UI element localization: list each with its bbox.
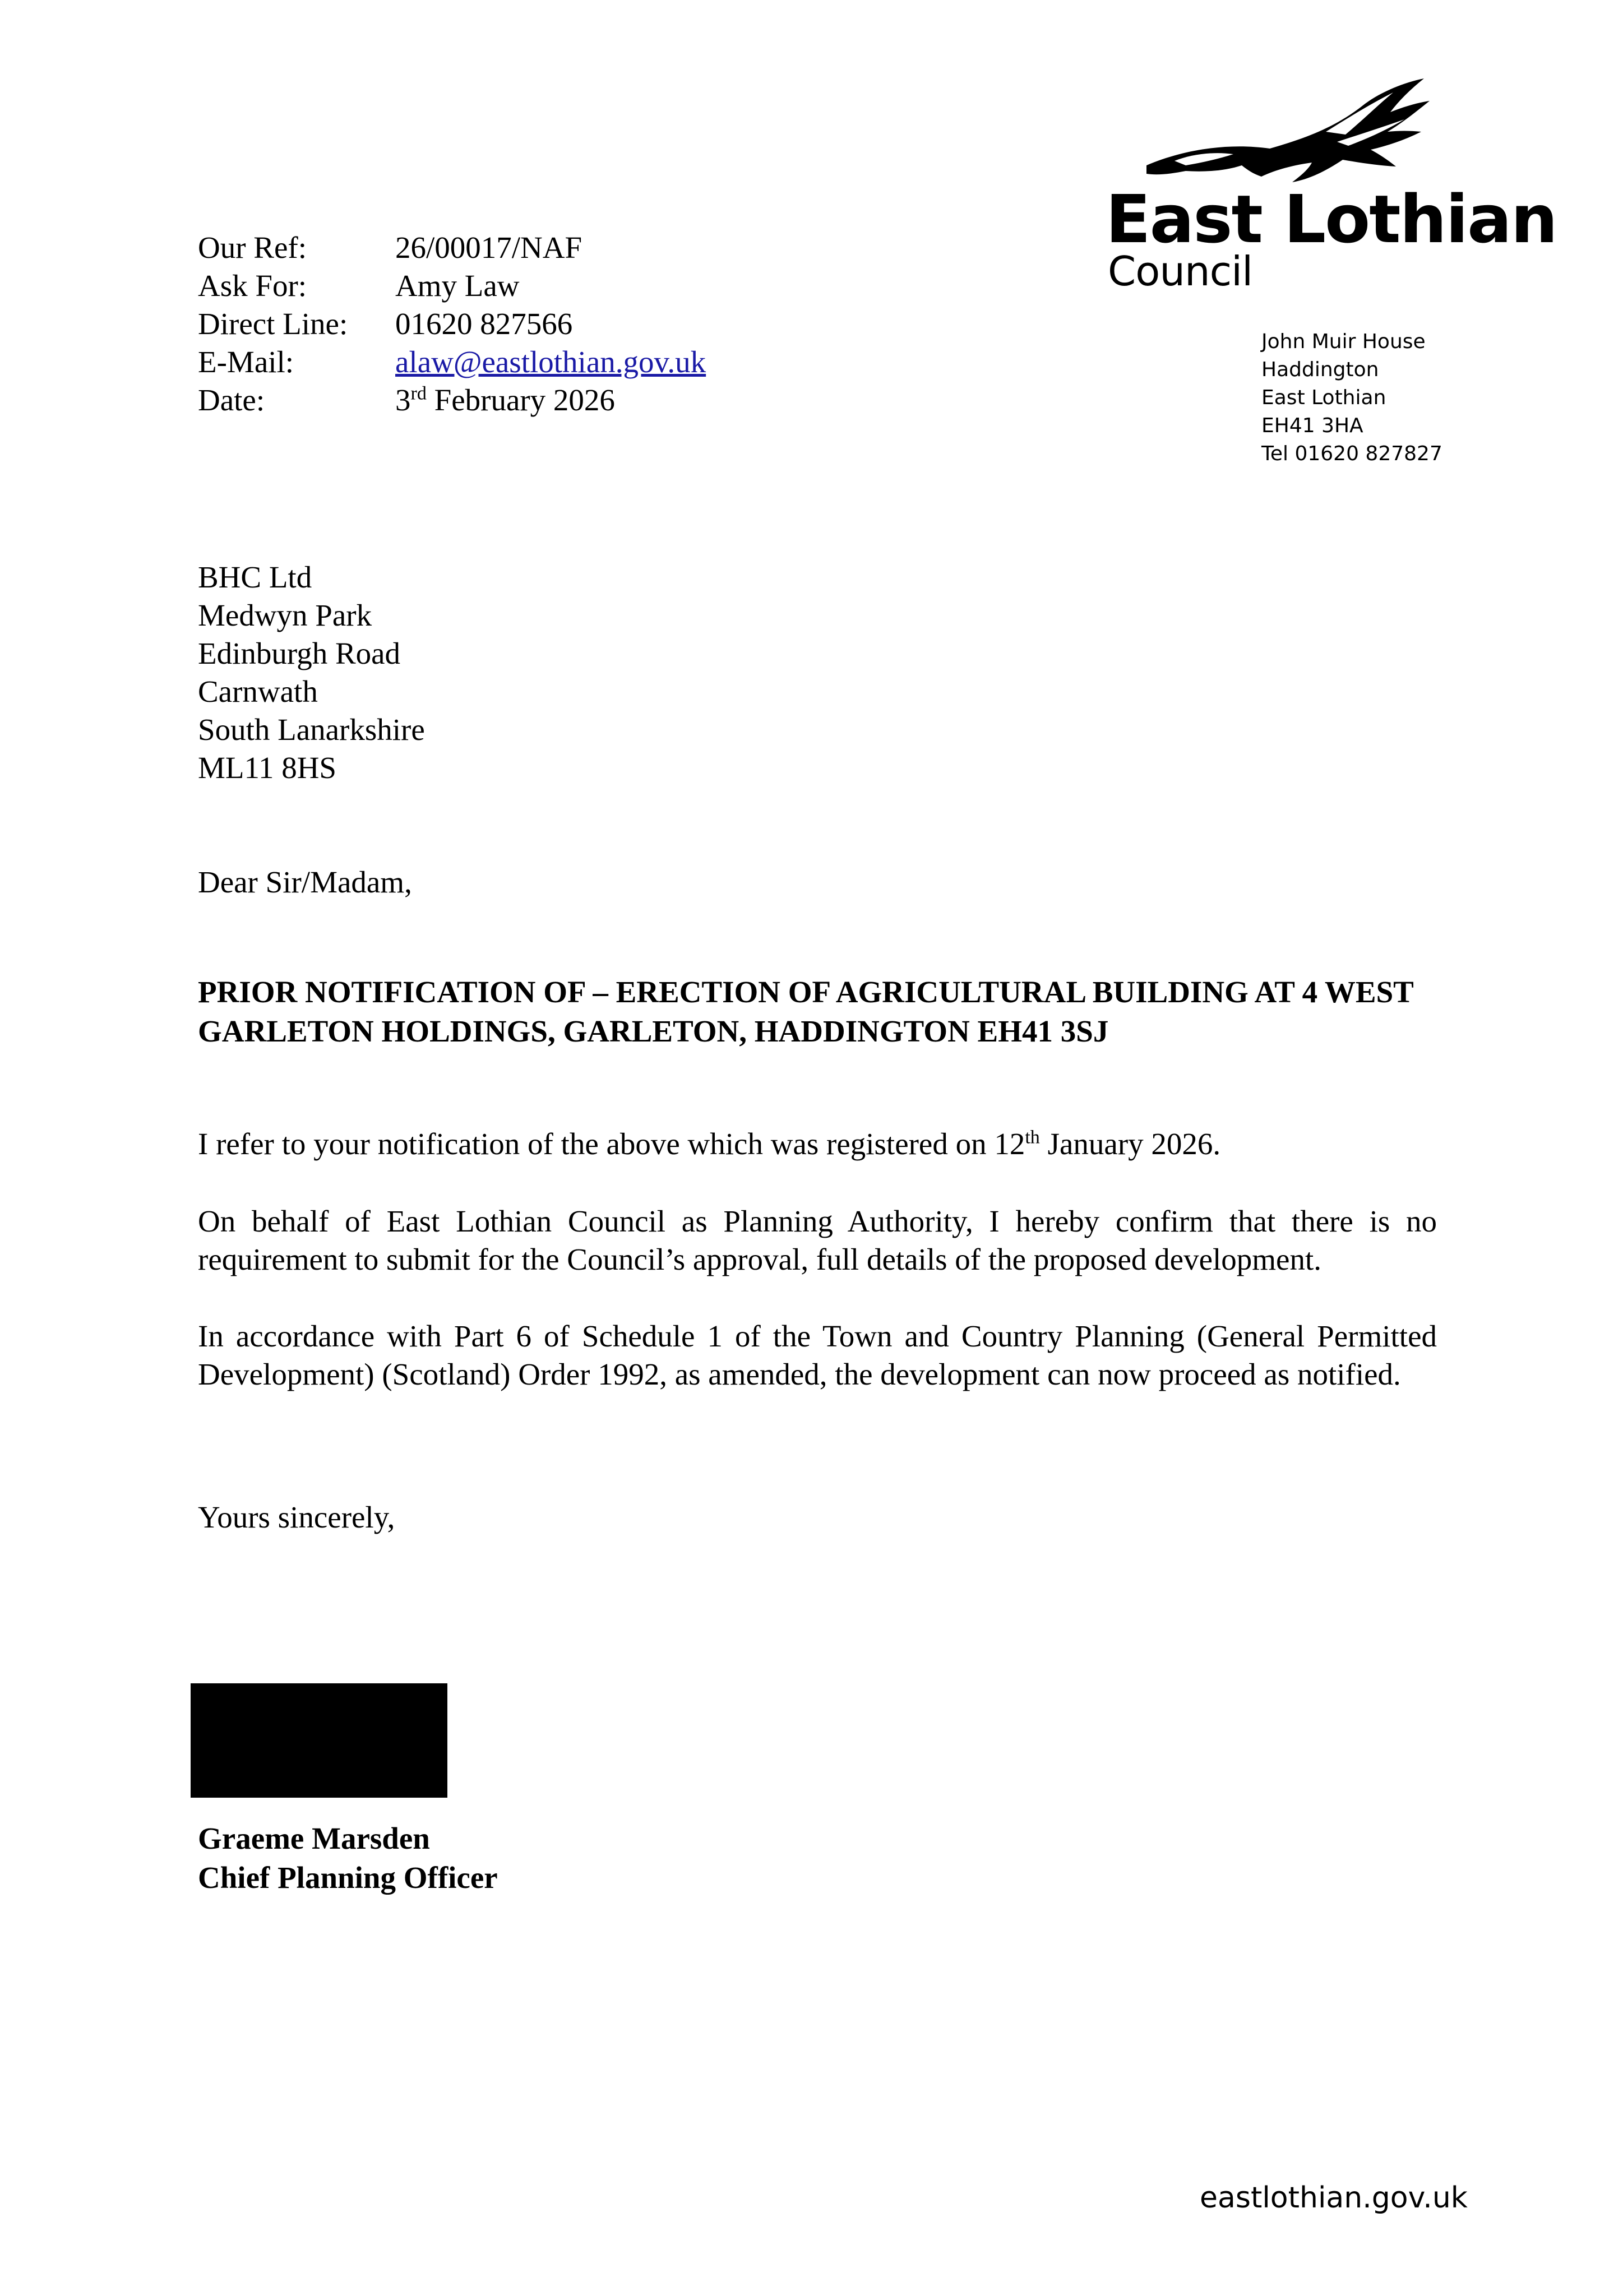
body-paragraph-1 bbox=[198, 1125, 1437, 1163]
date-label: Date: bbox=[198, 383, 265, 417]
closing: Yours sincerely, bbox=[198, 1500, 395, 1534]
council-address bbox=[1261, 328, 1442, 468]
redacted-signature bbox=[191, 1683, 447, 1798]
subject-heading: PRIOR NOTIFICATION OF – ERECTION OF AGRICULTURAL BUILDING AT 4 WEST GARLETON HOLDINGS, GARLETON, HADDINGTON EH41 3SJ bbox=[198, 975, 1413, 1048]
recipient-address bbox=[198, 558, 425, 787]
email-link[interactable]: alaw@eastlothian.gov.uk bbox=[395, 345, 706, 379]
date-rest: February 2026 bbox=[426, 383, 615, 417]
body-paragraph-2: On behalf of East Lothian Council as Planning Authority, I hereby confirm that there is no requirement to submit for the Council’s approval, full details of the proposed development. bbox=[198, 1204, 1437, 1276]
p1-start: I refer to your notification of the above which was registered on 12 bbox=[198, 1127, 1025, 1161]
council-logo-subtitle: Council bbox=[1108, 248, 1253, 295]
date-suffix: rd bbox=[410, 383, 427, 404]
signatory-name: Graeme Marsden bbox=[198, 1821, 430, 1855]
signatory bbox=[198, 1819, 498, 1897]
reference-block bbox=[198, 229, 706, 419]
date-value bbox=[395, 381, 615, 419]
council-address-line: EH41 3HA bbox=[1261, 414, 1363, 437]
council-address-line: East Lothian bbox=[1261, 386, 1386, 409]
body-paragraph-3: In accordance with Part 6 of Schedule 1 of the Town and Country Planning (General Permitted Development) (Scotland) Order 1992, as amended, the development can now proceed as notified. bbox=[198, 1319, 1437, 1391]
our-ref-value: 26/00017/NAF bbox=[395, 230, 582, 265]
recipient-line: Medwyn Park bbox=[198, 598, 372, 632]
email-row bbox=[198, 343, 706, 381]
p1-suffix: th bbox=[1025, 1127, 1040, 1148]
direct-line-label: Direct Line: bbox=[198, 307, 348, 341]
date-row bbox=[198, 381, 706, 419]
direct-line-row bbox=[198, 305, 706, 343]
p1-end: January 2026. bbox=[1039, 1127, 1221, 1161]
email-value-wrap bbox=[395, 343, 706, 381]
council-eagle-logo-icon bbox=[1141, 76, 1432, 196]
ask-for-value: Amy Law bbox=[395, 269, 520, 303]
email-label: E-Mail: bbox=[198, 345, 294, 379]
salutation: Dear Sir/Madam, bbox=[198, 865, 412, 899]
footer-url: eastlothian.gov.uk bbox=[1200, 2181, 1468, 2215]
recipient-line: South Lanarkshire bbox=[198, 712, 425, 747]
council-address-line: Tel 01620 827827 bbox=[1261, 442, 1442, 465]
ask-for-label: Ask For: bbox=[198, 269, 307, 303]
council-address-line: John Muir House bbox=[1261, 330, 1426, 353]
our-ref-label: Our Ref: bbox=[198, 230, 307, 265]
council-address-line: Haddington bbox=[1261, 358, 1379, 381]
our-ref-row bbox=[198, 229, 706, 267]
direct-line-value: 01620 827566 bbox=[395, 307, 573, 341]
recipient-line: Edinburgh Road bbox=[198, 636, 401, 670]
recipient-line: BHC Ltd bbox=[198, 560, 312, 594]
signatory-title: Chief Planning Officer bbox=[198, 1860, 498, 1895]
council-logo-title: East Lothian bbox=[1106, 180, 1557, 258]
ask-for-row bbox=[198, 267, 706, 305]
recipient-line: Carnwath bbox=[198, 674, 318, 709]
recipient-line: ML11 8HS bbox=[198, 751, 337, 785]
date-day: 3 bbox=[395, 383, 411, 417]
